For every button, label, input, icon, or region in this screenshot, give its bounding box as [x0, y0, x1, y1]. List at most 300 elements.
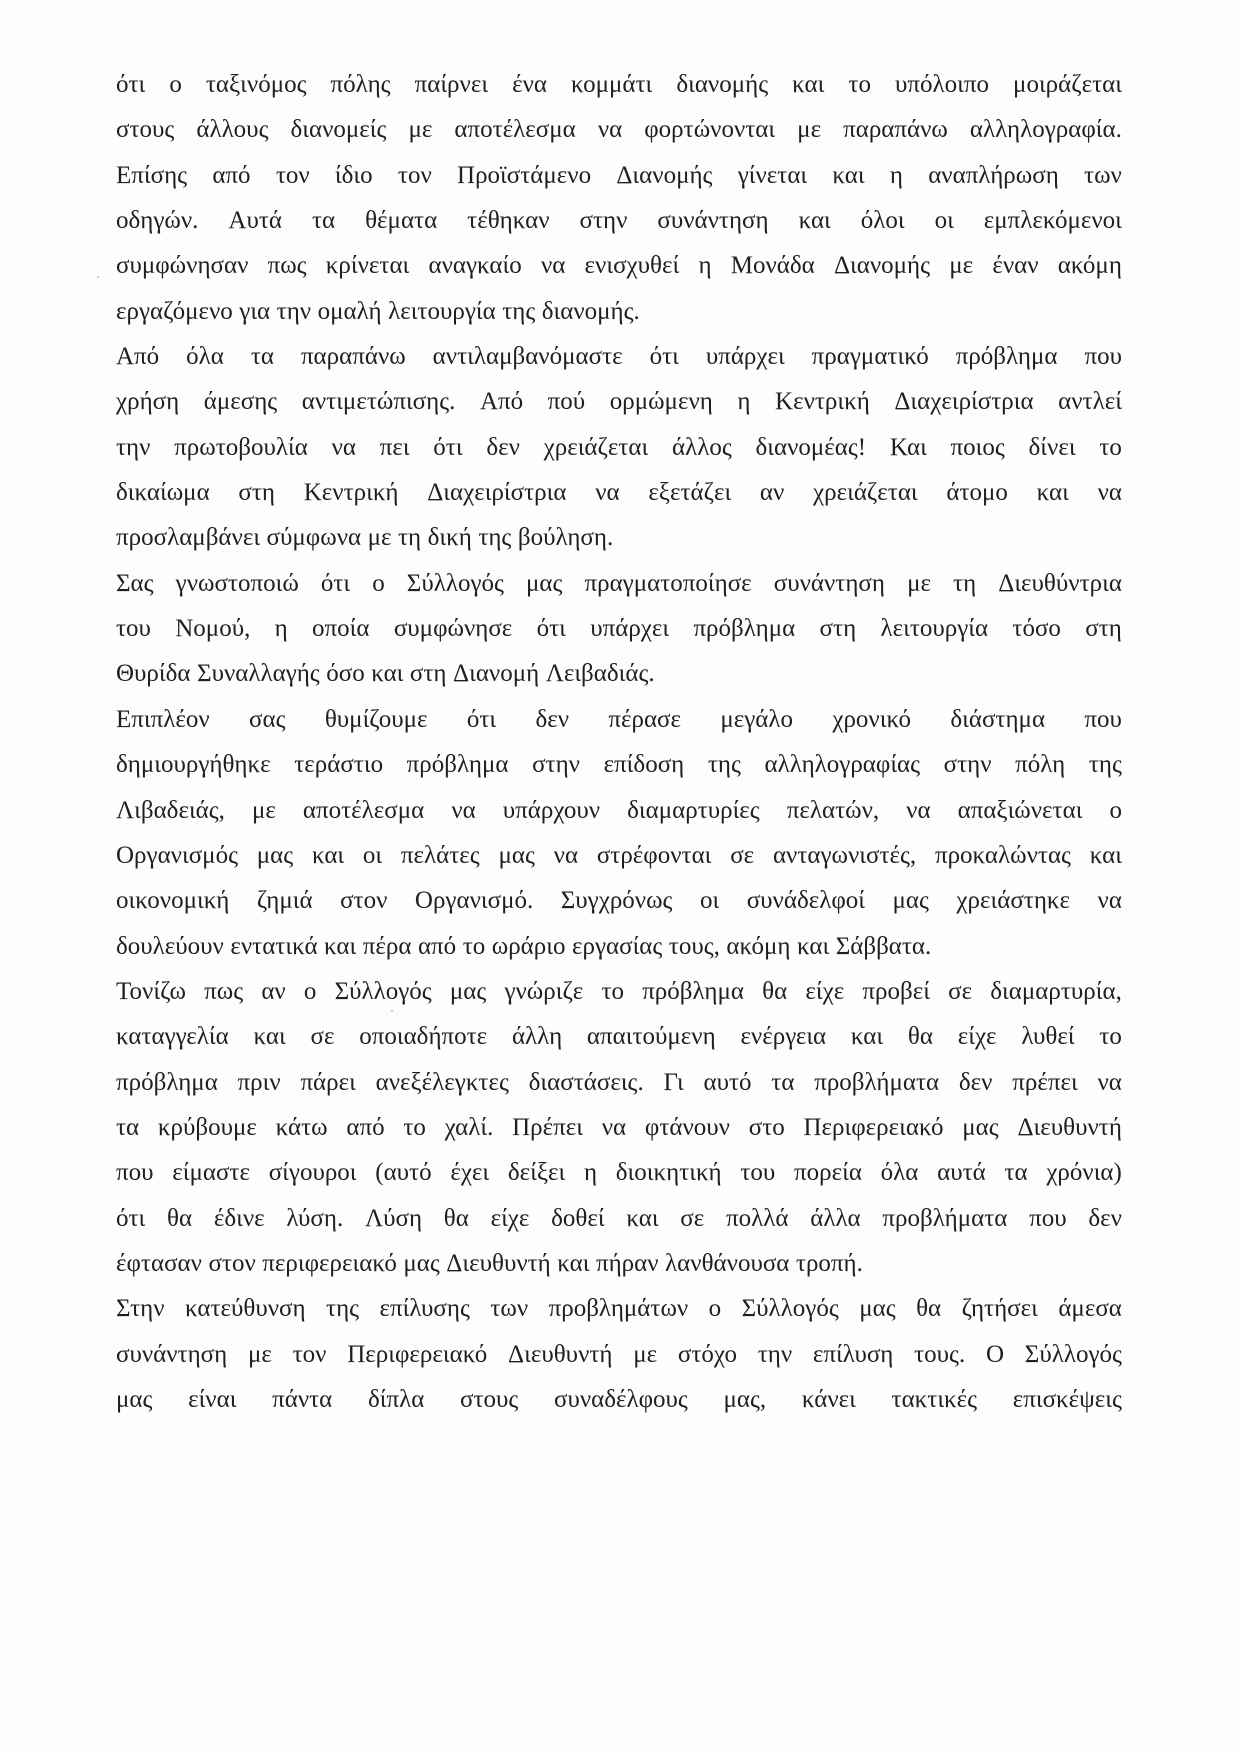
paragraph: [116, 62, 1122, 334]
word: της: [707, 751, 741, 779]
word: κάνει: [801, 1385, 856, 1413]
word: πραγματοποίησε: [584, 569, 752, 597]
word: τον: [397, 161, 432, 189]
text-line: [116, 334, 1122, 379]
word: Από: [116, 343, 160, 371]
word: και: [1089, 841, 1122, 869]
word: ίδιο: [334, 161, 373, 189]
word: τον: [292, 1340, 327, 1368]
word: πρόβλημα: [693, 615, 796, 643]
text-line: [116, 379, 1122, 424]
word: και: [1036, 479, 1069, 507]
word: αυτά: [937, 1159, 986, 1187]
word: προκαλώντας: [934, 841, 1071, 869]
text-line: [116, 515, 1122, 560]
word: σε: [948, 977, 973, 1005]
text-line: [116, 1196, 1122, 1241]
word: πού: [547, 388, 586, 416]
word: Σύλλογός: [334, 977, 432, 1005]
word: με: [408, 116, 433, 144]
word: στην: [532, 751, 580, 779]
word: από: [212, 161, 251, 189]
word: και: [311, 841, 345, 869]
word: παίρνει: [414, 71, 489, 98]
word: Σάββατα.: [835, 932, 932, 960]
word: που: [1029, 1204, 1067, 1232]
word: τη: [953, 569, 977, 597]
word: Διευθύντρια: [998, 569, 1122, 597]
word: συμφώνησαν: [116, 252, 249, 280]
word: που: [116, 1159, 154, 1187]
word: πρόβλημα: [406, 751, 509, 779]
word: Γι: [663, 1068, 684, 1096]
word: άμεσα: [1058, 1295, 1122, 1323]
word: ο: [708, 1295, 722, 1323]
text-line: [116, 1241, 1122, 1286]
word: ότι: [116, 71, 146, 98]
word: επίδοση: [603, 751, 685, 779]
word: Και: [889, 433, 927, 461]
word: Σας: [116, 569, 154, 597]
word: εργαζόμενο: [116, 297, 233, 325]
word: εξετάζει: [648, 479, 732, 507]
word: περιφερειακό: [262, 1249, 397, 1277]
word: Επίσης: [116, 161, 188, 189]
word: συμφώνησε: [393, 615, 513, 643]
word: στρέφονται: [596, 841, 712, 869]
word: του: [740, 1159, 776, 1187]
word: άλλα: [810, 1204, 861, 1232]
word: ποιος: [950, 433, 1005, 461]
word: και: [850, 1023, 884, 1051]
text-line: [116, 198, 1122, 243]
word: Κεντρική: [303, 479, 399, 507]
word: Σύλλογός: [741, 1295, 839, 1323]
word: μας: [403, 1249, 440, 1277]
word: Προϊστάμενο: [457, 161, 592, 189]
text-line: [116, 1105, 1122, 1150]
word: Σύλλογός: [1024, 1340, 1122, 1368]
word: πρωτοβουλία: [174, 433, 308, 461]
word: δίπλα: [367, 1385, 425, 1413]
word: πόλης: [330, 71, 391, 98]
text-line: [116, 243, 1122, 288]
word: ο: [303, 977, 317, 1005]
word: η: [698, 252, 712, 280]
word: μας: [892, 887, 929, 915]
word: την: [276, 297, 312, 325]
word: η: [737, 388, 751, 416]
word: δουλεύουν: [116, 932, 224, 960]
word: διαμαρτυρία,: [990, 977, 1122, 1005]
word: πει: [379, 433, 410, 461]
text-line: [116, 969, 1122, 1014]
word: λειτουργία: [880, 615, 989, 643]
text-line: [116, 289, 1122, 334]
word: Ο: [985, 1340, 1005, 1368]
word: πρόβλημα: [642, 977, 744, 1005]
word: το: [1099, 433, 1122, 461]
paragraph: [116, 697, 1122, 969]
word: με: [949, 252, 974, 280]
word: τροπή.: [795, 1249, 863, 1277]
word: να: [906, 796, 931, 824]
word: επισκέψεις: [1012, 1385, 1122, 1413]
word: τέθηκαν: [467, 207, 550, 235]
word: να: [601, 1113, 627, 1141]
word: δημιουργήθηκε: [116, 751, 271, 779]
word: εντατικά: [230, 932, 318, 960]
word: κρίνεται: [325, 252, 410, 280]
word: καταγγελία: [116, 1023, 229, 1051]
word: ο: [372, 569, 385, 597]
word: τα: [116, 1113, 140, 1141]
word: (αυτό: [375, 1159, 432, 1187]
word: της: [478, 524, 512, 552]
word: από: [417, 932, 457, 960]
word: πως: [204, 977, 244, 1005]
word: ότι: [116, 1204, 146, 1232]
text-line: [116, 1150, 1122, 1195]
word: οι: [934, 207, 954, 235]
word: και: [626, 1204, 659, 1232]
word: ομαλή: [317, 297, 382, 325]
word: ακόμη: [726, 932, 791, 960]
word: διανομής: [676, 71, 769, 98]
text-line: [116, 1332, 1122, 1377]
word: ζητήσει: [961, 1295, 1038, 1323]
word: και: [798, 207, 831, 235]
word: αντιλαμβανόμαστε: [432, 343, 623, 371]
word: που: [1084, 343, 1122, 371]
text-line: [116, 62, 1122, 107]
word: της: [326, 1295, 360, 1323]
word: συνάντηση: [116, 1340, 228, 1368]
text-line: [116, 924, 1122, 969]
word: απαιτούμενη: [586, 1023, 716, 1051]
word: άτομο: [946, 479, 1008, 507]
word: και: [557, 1249, 590, 1277]
word: και: [832, 161, 865, 189]
word: χρονικό: [832, 705, 912, 733]
word: δεν: [958, 1068, 993, 1096]
text-line: [116, 1286, 1122, 1331]
word: πραγματικό: [811, 343, 929, 371]
text-line: [116, 788, 1122, 833]
word: συνάντηση: [773, 569, 885, 597]
word: θα: [916, 1295, 942, 1323]
word: γνώριζε: [504, 977, 584, 1005]
paragraph: [116, 969, 1122, 1286]
word: ο: [1109, 796, 1122, 824]
word: αναγκαίο: [428, 252, 522, 280]
word: πόλη: [1015, 751, 1066, 779]
word: αν: [759, 479, 785, 507]
word: διανομείς: [290, 116, 387, 144]
word: προβλήματα: [814, 1068, 940, 1096]
word: τον: [275, 161, 310, 189]
word: φτάνουν: [644, 1113, 730, 1141]
word: τη: [398, 524, 422, 552]
word: σε: [680, 1204, 705, 1232]
word: δεν: [1088, 1204, 1122, 1232]
word: εμπλεκόμενοι: [983, 207, 1122, 235]
word: Οργανισμός: [116, 841, 238, 869]
text-line: [116, 107, 1122, 152]
word: ανεξέλεγκτες: [375, 1068, 509, 1096]
word: συναδέλφους: [553, 1385, 688, 1413]
word: Διευθυντή: [1017, 1113, 1122, 1141]
word: δοθεί: [551, 1204, 605, 1232]
word: αντιμετώπισης.: [301, 388, 456, 416]
word: έφτασαν: [116, 1249, 202, 1277]
word: στη: [238, 479, 275, 507]
word: αποτέλεσμα: [454, 116, 576, 144]
word: για: [239, 297, 271, 325]
word: πορεία: [794, 1159, 862, 1187]
word: θα: [443, 1204, 469, 1232]
scan-artifact: [97, 276, 99, 278]
word: Διαχειρίστρια: [427, 479, 567, 507]
word: μας: [449, 977, 487, 1005]
word: διαμαρτυρίες: [627, 796, 760, 824]
word: μας: [526, 569, 563, 597]
word: Λύση: [364, 1204, 423, 1232]
word: χρειάζεται: [813, 479, 918, 507]
word: ανταγωνιστές,: [772, 841, 917, 869]
word: μας,: [723, 1385, 767, 1413]
word: τα: [250, 343, 274, 371]
word: οποιαδήποτε: [359, 1023, 488, 1051]
word: αλληλογραφίας: [764, 751, 921, 779]
word: των: [490, 1295, 529, 1323]
word: ότι: [320, 569, 351, 597]
word: της: [502, 297, 536, 325]
word: ωράριο: [491, 932, 566, 960]
word: πριν: [237, 1068, 281, 1096]
word: Διανομής: [616, 161, 713, 189]
word: δεν: [486, 433, 520, 461]
word: τακτικές: [891, 1385, 978, 1413]
word: Θυρίδα: [116, 660, 191, 688]
word: Μονάδα: [730, 252, 815, 280]
word: Συγχρόνως: [560, 887, 673, 915]
word: η: [274, 615, 288, 643]
word: απαξιώνεται: [957, 796, 1083, 824]
word: Σύλλογός: [406, 569, 504, 597]
word: στη: [819, 615, 857, 643]
word: εργασίας: [571, 932, 663, 960]
word: άλλη: [511, 1023, 563, 1051]
word: πελάτες: [400, 841, 480, 869]
word: σίγουροι: [268, 1159, 357, 1187]
word: χρόνια): [1046, 1159, 1122, 1187]
word: θέματα: [365, 207, 438, 235]
text-line: [116, 561, 1122, 606]
text-line: [116, 1377, 1122, 1422]
word: παραπάνω: [300, 343, 406, 371]
word: μας: [116, 1385, 153, 1413]
word: με: [247, 1340, 272, 1368]
word: του: [116, 615, 151, 643]
word: το: [403, 1113, 426, 1141]
word: σύμφωνα: [266, 524, 362, 552]
word: στην: [579, 207, 628, 235]
word: λειτουργία: [388, 297, 496, 325]
word: είχε: [805, 977, 845, 1005]
paragraph: [116, 334, 1122, 561]
word: φορτώνονται: [644, 116, 776, 144]
word: να: [451, 796, 476, 824]
word: να: [553, 841, 579, 869]
word: όλοι: [860, 207, 905, 235]
text-line: [116, 833, 1122, 878]
word: Περιφερειακό: [347, 1340, 488, 1368]
word: και: [797, 932, 830, 960]
word: θυμίζουμε: [324, 705, 428, 733]
word: στον: [208, 1249, 256, 1277]
word: να: [331, 433, 356, 461]
word: των: [1084, 161, 1122, 189]
word: με: [367, 524, 392, 552]
word: σας: [249, 705, 286, 733]
word: ότι: [433, 433, 463, 461]
word: τους.: [914, 1340, 966, 1368]
text-line: [116, 470, 1122, 515]
word: στη: [409, 660, 447, 688]
word: προβλήματα: [882, 1204, 1008, 1232]
word: μας: [256, 841, 294, 869]
word: το: [848, 71, 871, 98]
word: ενισχυθεί: [584, 252, 680, 280]
word: πως: [267, 252, 307, 280]
word: χρειάζεται: [543, 433, 649, 461]
word: να: [1097, 887, 1122, 915]
word: στη: [1085, 615, 1122, 643]
word: προβλημάτων: [548, 1295, 689, 1323]
word: άμεσης: [203, 388, 278, 416]
word: βούληση.: [517, 524, 614, 552]
word: αναπλήρωση: [928, 161, 1059, 189]
word: πολλά: [726, 1204, 789, 1232]
word: Λιβαδειάς,: [116, 796, 225, 824]
word: με: [907, 569, 931, 597]
word: ζημιά: [256, 887, 313, 915]
word: οι: [362, 841, 383, 869]
word: Λειβαδιάς.: [545, 660, 655, 688]
word: με: [251, 796, 276, 824]
text-line: [116, 153, 1122, 198]
word: Νομού,: [175, 615, 251, 643]
word: δίνει: [1028, 433, 1076, 461]
word: υπάρχει: [590, 615, 670, 643]
word: πάρει: [300, 1068, 356, 1096]
word: δεν: [535, 705, 570, 733]
word: πρέπει: [1012, 1068, 1078, 1096]
word: μεγάλο: [720, 705, 794, 733]
word: αντλεί: [1058, 388, 1122, 416]
word: είμαστε: [172, 1159, 250, 1187]
paragraph: [116, 1286, 1122, 1422]
word: Από: [479, 388, 524, 416]
text-line: [116, 697, 1122, 742]
word: στους: [116, 116, 175, 144]
word: δική: [427, 524, 472, 552]
word: όλα: [880, 1159, 919, 1187]
word: διάστημα: [950, 705, 1046, 733]
word: είχε: [490, 1204, 530, 1232]
word: γνωστοποιώ: [175, 569, 299, 597]
word: ακόμη: [1057, 252, 1122, 280]
word: αποτέλεσμα: [302, 796, 425, 824]
word: τα: [1004, 1159, 1028, 1187]
word: οδηγών.: [116, 207, 199, 235]
word: προσλαμβάνει: [116, 524, 261, 552]
text-line: [116, 425, 1122, 470]
word: στο: [748, 1113, 785, 1141]
text-line: [116, 1060, 1122, 1105]
word: όλα: [186, 343, 224, 371]
word: την: [116, 433, 151, 461]
word: ο: [169, 71, 182, 98]
word: ταξινόμος: [205, 71, 307, 98]
word: πρόβλημα: [116, 1068, 218, 1096]
word: λανθάνουσα: [665, 1249, 790, 1277]
word: χαλί.: [444, 1113, 494, 1141]
word: και: [253, 1023, 286, 1051]
word: έχει: [450, 1159, 490, 1187]
word: ότι: [536, 615, 566, 643]
word: το: [601, 977, 625, 1005]
word: ότι: [649, 343, 679, 371]
word: έναν: [992, 252, 1039, 280]
word: Συναλλαγής: [197, 660, 320, 688]
word: έδινε: [213, 1204, 265, 1232]
word: Στην: [116, 1295, 165, 1323]
word: κάτω: [275, 1113, 328, 1141]
word: την: [757, 1340, 793, 1368]
word: ότι: [466, 705, 497, 733]
word: επίλυσης: [379, 1295, 470, 1323]
word: δείξει: [507, 1159, 566, 1187]
word: η: [889, 161, 903, 189]
word: επίλυση: [812, 1340, 894, 1368]
word: να: [540, 252, 566, 280]
word: χρειάστηκε: [956, 887, 1071, 915]
word: τους,: [668, 932, 720, 960]
word: πήραν: [595, 1249, 659, 1277]
word: η: [583, 1159, 598, 1187]
word: σε: [310, 1023, 335, 1051]
word: Διαχειρίστρια: [894, 388, 1034, 416]
word: το: [1099, 1023, 1122, 1051]
word: πάντα: [272, 1385, 333, 1413]
word: Κεντρική: [775, 388, 870, 416]
word: άλλους: [196, 116, 269, 144]
text-line: [116, 651, 1122, 696]
word: που: [1084, 705, 1122, 733]
word: πρόβλημα: [955, 343, 1058, 371]
word: πέρα: [362, 932, 412, 960]
word: στόχο: [677, 1340, 737, 1368]
paragraph: [116, 561, 1122, 697]
word: κατεύθυνση: [184, 1295, 306, 1323]
word: τα: [311, 207, 336, 235]
scan-artifact: [391, 1010, 393, 1012]
word: όσο: [326, 660, 365, 688]
word: να: [1097, 479, 1122, 507]
word: να: [597, 116, 623, 144]
